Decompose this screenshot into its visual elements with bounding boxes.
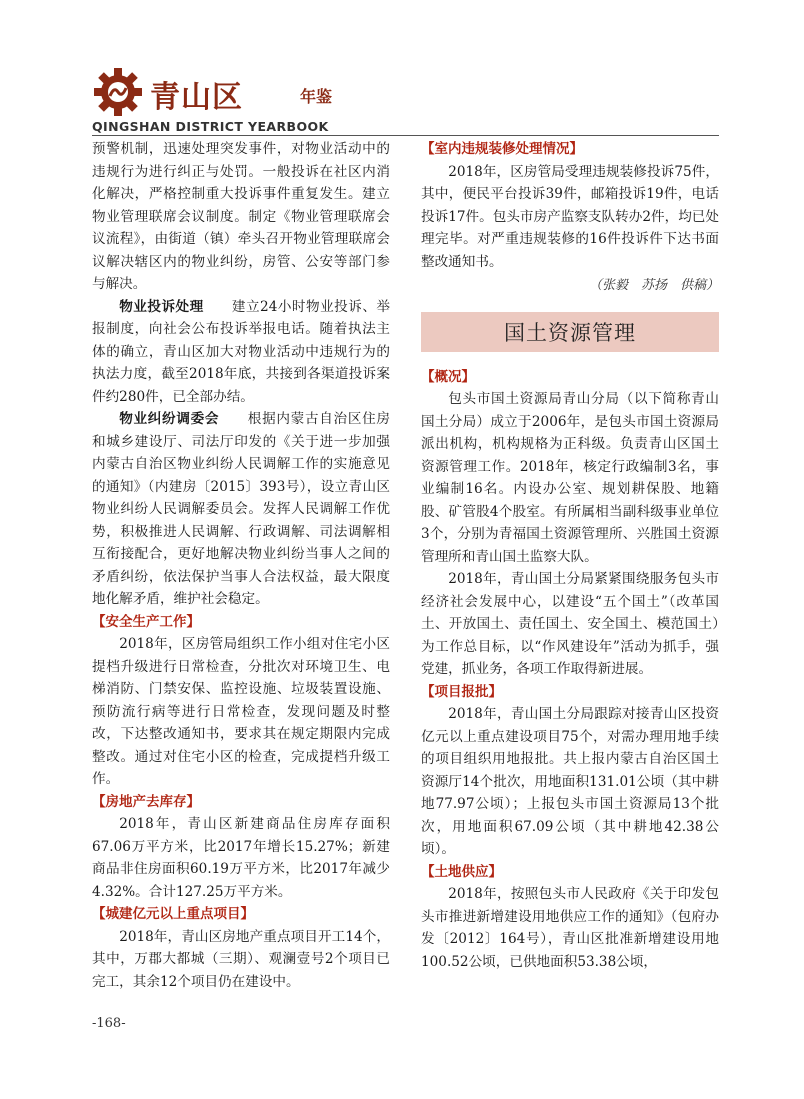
chapter-banner: [421, 312, 719, 352]
header-rule: [92, 135, 719, 136]
section-body-safety: 2018年，区房管局组织工作小组对住宅小区提档升级进行日常检查，分批次对环境卫生、电梯消防、门禁安保、监控设施、垃圾装置设施、预防流行病等进行日常检查，发现问题及时整改，下达整改通知书，要求其在规定期限内完成整改。通过对住宅小区的检查，完成提档升级工作。: [92, 636, 390, 787]
section-body-inventory: 2018年，青山区新建商品住房库存面积67.06万平方米，比2017年增长15.27%；新建商品非住房面积60.19万平方米，比2017年减少4.32%。合计127.25万平方米。: [92, 816, 390, 900]
lead-complaints: 物业投诉处理: [119, 298, 204, 315]
section-heading-key-projects: 【城建亿元以上重点项目】: [92, 906, 254, 922]
section-body-land-supply: 2018年，按照包头市人民政府《关于印发包头市推进新增建设用地供应工作的通知》（包府办发〔2012〕164号），青山区批准新增建设用地100.52公顷，已供地面积53.38公顷，: [421, 886, 719, 970]
section-body-overview-2: 2018年，青山国土分局紧紧围绕服务包头市经济社会发展中心，以建设“五个国土”（改革国土、开放国土、责任国土、安全国土、模范国土）为工作总目标，以“作风建设年”活动为抓手，强党建，抓业务，各项工作取得新进展。: [421, 571, 719, 677]
chapter-title: 国土资源管理: [504, 320, 636, 345]
paragraph-mediation: [92, 408, 390, 611]
section-heading-approval: 【项目报批】: [421, 683, 502, 700]
lead-mediation: 物业纠纷调委会: [119, 411, 220, 427]
section-heading-decoration: 【室内违规装修处理情况】: [421, 141, 583, 157]
logo-subtitle: 年鉴: [300, 87, 333, 106]
contributor-credit: （张毅 苏扬 供稿）: [588, 278, 719, 293]
running-header: QINGSHAN DISTRICT YEARBOOK: [92, 119, 329, 134]
gear-logo-icon: [92, 66, 144, 118]
body-mediation: 根据内蒙古自治区住房和城乡建设厅、司法厅印发的《关于进一步加强内蒙古自治区物业纠纷人民调解工作的实施意见的通知》（内建房〔2015〕393号），设立青山区物业纠纷人民调解委员会。发挥人民调解工作优势，积极推进人民调解、行政调解、司法调解相互衔接配合，更好地解决物业纠纷当事人之间的矛盾纠纷，依法保护当事人合法权益，最大限度地化解矛盾，维护社会稳定。: [92, 411, 391, 607]
body-complaints: 建立24小时物业投诉、举报制度，向社会公布投诉举报电话。随着执法主体的确立，青山区加大对物业活动中违规行为的执法力度，截至2018年底，共接到各渠道投诉案件约280件，已全部办结。: [92, 298, 391, 405]
paragraph-continued: 预警机制，迅速处理突发事件，对物业活动中的违规行为进行纠正与处罚。一般投诉在社区内消化解决，严格控制重大投诉事件重复发生。建立物业管理联席会议制度。制定《物业管理联席会议流程》，由街道（镇）牵头召开物业管理联席会议解决辖区内的物业纠纷，房管、公安等部门参与解决。: [92, 141, 390, 292]
section-body-overview-1: 包头市国土资源局青山分局（以下简称青山国土分局）成立于2006年，是包头市国土资源局派出机构，机构规格为正科级。负责青山区国土资源管理工作。2018年，核定行政编制3名，事业编制16名。内设办公室、规划耕保股、地籍股、矿管股4个股室。有所属相当副科级事业单位3个，分别为青福国土资源管理所、兴胜国土资源管理所和青山国土监察大队。: [421, 391, 719, 565]
section-heading-overview: 【概况】: [421, 368, 475, 385]
left-column: [92, 138, 390, 993]
section-heading-safety: 【安全生产工作】: [92, 613, 200, 630]
right-column: [421, 138, 719, 973]
section-body-key-projects: 2018年，青山区房地产重点项目开工14个，其中，万郡大都城（三期）、观澜壹号2个项目已完工，其余12个项目仍在建设中。: [92, 928, 390, 990]
page-number: -168-: [92, 1016, 126, 1031]
section-heading-inventory: 【房地产去库存】: [92, 793, 200, 810]
section-body-decoration: 2018年，区房管局受理违规装修投诉75件，其中，便民平台投诉39件，邮箱投诉19件，电话投诉17件。包头市房产监察支队转办2件，均已处理完毕。对严重违规装修的16件投诉件下达书面整改通知书。: [421, 163, 719, 270]
paragraph-complaints: [92, 296, 390, 409]
logo-title: 青山区: [150, 80, 243, 115]
yearbook-logo: [92, 66, 332, 118]
section-heading-land-supply: 【土地供应】: [421, 863, 502, 880]
section-body-approval: 2018年，青山国土分局跟踪对接青山区投资亿元以上重点建设项目75个，对需办理用地手续的项目组织用地报批。共上报内蒙古自治区国土资源厅14个批次，用地面积131.01公顷（其中耕地77.97公顷）；上报包头市国土资源局13个批次，用地面积67.09公顷（其中耕地42.38公顷）。: [421, 706, 719, 857]
